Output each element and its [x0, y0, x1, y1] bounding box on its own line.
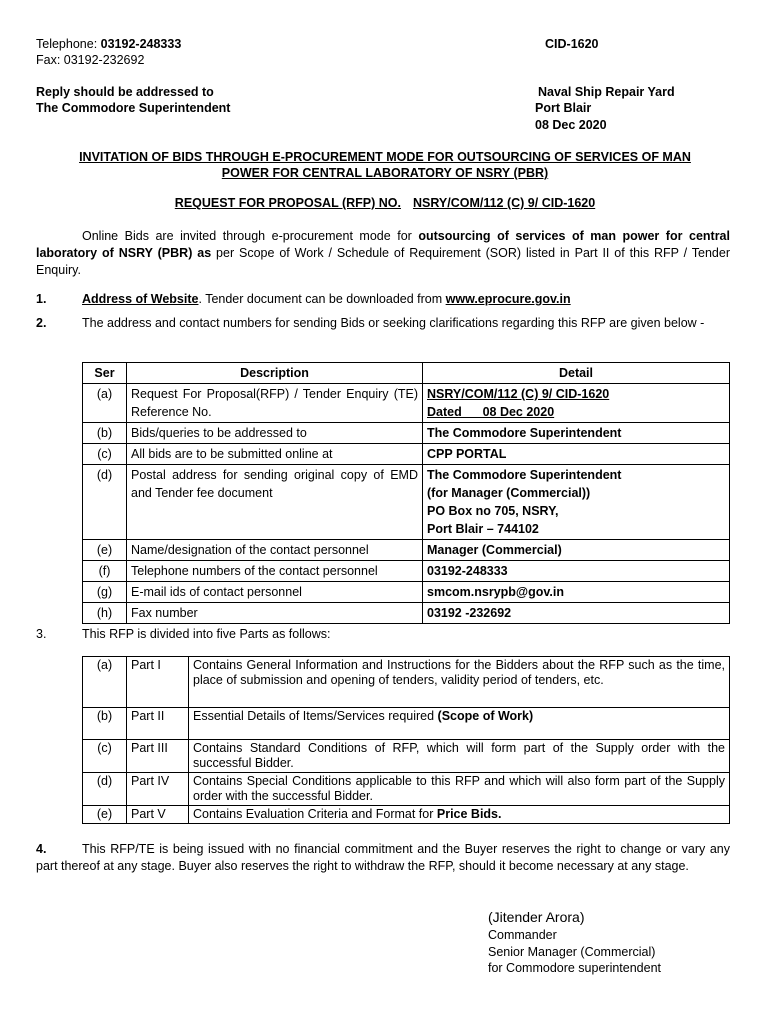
table-row: (e) Part V Contains Evaluation Criteria and Format for Price Bids. [83, 806, 730, 824]
table-row: (c) Part III Contains Standard Conditions of RFP, which will form part of the Supply order with the successful Bidder. [83, 740, 730, 773]
rfp-number: NSRY/COM/112 (C) 9/ CID-1620 [412, 196, 596, 210]
website-link[interactable]: www.eprocure.gov.in [445, 292, 571, 306]
para2-text: 2. The address and contact numbers for sending Bids or seeking clarifications regarding this RFP are given below - [36, 316, 705, 330]
signatory-for: for Commodore superintendent [488, 961, 662, 975]
table-row: (g) E-mail ids of contact personnel smcom.nsrypb@gov.in [83, 582, 730, 603]
para4-text: 4. This RFP/TE is being issued with no financial commitment and the Buyer reserves the right to change or vary any part thereof at any stage. Buyer also reserves the right to withdraw the RFP, should it become necessary at any stage. [36, 842, 730, 873]
intro-paragraph: Online Bids are invited through e-procurement mode for outsourcing of services of man power for central laboratory of NSRY (PBR) as per Scope of Work / Schedule of Requirement (SOR) listed in Part II of this RFP / Tender Enquiry. [36, 229, 730, 277]
title-line-2: POWER FOR CENTRAL LABORATORY OF NSRY (PBR) [221, 166, 549, 180]
fax-line: Fax: 03192-232692 [36, 53, 145, 67]
telephone-line: Telephone: 03192-248333 [36, 37, 182, 51]
title-line-1: INVITATION OF BIDS THROUGH E-PROCUREMENT MODE FOR OUTSOURCING OF SERVICES OF MAN [79, 150, 691, 164]
cid-label: CID-1620 [545, 37, 599, 51]
signatory-designation: Senior Manager (Commercial) [488, 945, 656, 959]
table-row: (h) Fax number 03192 -232692 [83, 603, 730, 624]
table-row: (c) All bids are to be submitted online at CPP PORTAL [83, 444, 730, 465]
telephone-number: 03192-248333 [100, 37, 182, 51]
table-row: (b) Part II Essential Details of Items/Services required (Scope of Work) [83, 708, 730, 740]
website-heading: Address of Website [82, 292, 199, 306]
signatory-name: (Jitender Arora) [488, 909, 585, 925]
table-row: (f) Telephone numbers of the contact personnel 03192-248333 [83, 561, 730, 582]
rfp-prefix: REQUEST FOR PROPOSAL (RFP) NO. [174, 196, 401, 210]
document-date: 08 Dec 2020 [535, 118, 607, 132]
intro-bold: outsourcing of services of man power for central laboratory of NSRY (PBR) as [36, 229, 730, 260]
org-place: Port Blair [535, 101, 592, 115]
table-row: (b) Bids/queries to be addressed to The Commodore Superintendent [83, 423, 730, 444]
table-header-row [83, 363, 730, 384]
col-header-ser: Ser [83, 363, 127, 384]
table-row: (a) Part I Contains General Information and Instructions for the Bidders about the RFP such as the time, place of submission and opening of tenders, validity period of tenders, etc. [83, 657, 730, 708]
col-header-detail: Detail [423, 363, 730, 384]
rfp-number-line [20, 195, 750, 211]
para1-text: Address of Website. Tender document can be downloaded from www.eprocure.gov.in [82, 292, 571, 306]
parts-table [82, 656, 730, 824]
contact-table [82, 362, 730, 624]
para2-number: 2. [36, 316, 47, 330]
para1-number: 1. [36, 292, 47, 306]
table-row: (e) Name/designation of the contact personnel Manager (Commercial) [83, 540, 730, 561]
para3-number: 3. [36, 627, 47, 641]
col-header-description: Description [127, 363, 423, 384]
para3-text: This RFP is divided into five Parts as follows: [82, 627, 331, 641]
org-name: Naval Ship Repair Yard [538, 85, 675, 99]
para4-number: 4. [36, 842, 47, 856]
table-row: (d) Postal address for sending original copy of EMD and Tender fee document The Commodore Superintendent (for Manager (Commercial)) PO Box no 705, NSRY, Port Blair – 744102 [83, 465, 730, 540]
table-row: (a) Request For Proposal(RFP) / Tender Enquiry (TE) Reference No. NSRY/COM/112 (C) 9/ CID-1620 Dated 08 Dec 2020 [83, 384, 730, 423]
table-row: (d) Part IV Contains Special Conditions applicable to this RFP and which will also form part of the Supply order with the successful Bidder. [83, 773, 730, 806]
reply-line-2: The Commodore Superintendent [36, 101, 231, 115]
contact-email[interactable]: smcom.nsrypb@gov.in [423, 582, 730, 603]
signatory-rank: Commander [488, 928, 557, 942]
reply-line-1: Reply should be addressed to [36, 85, 214, 99]
